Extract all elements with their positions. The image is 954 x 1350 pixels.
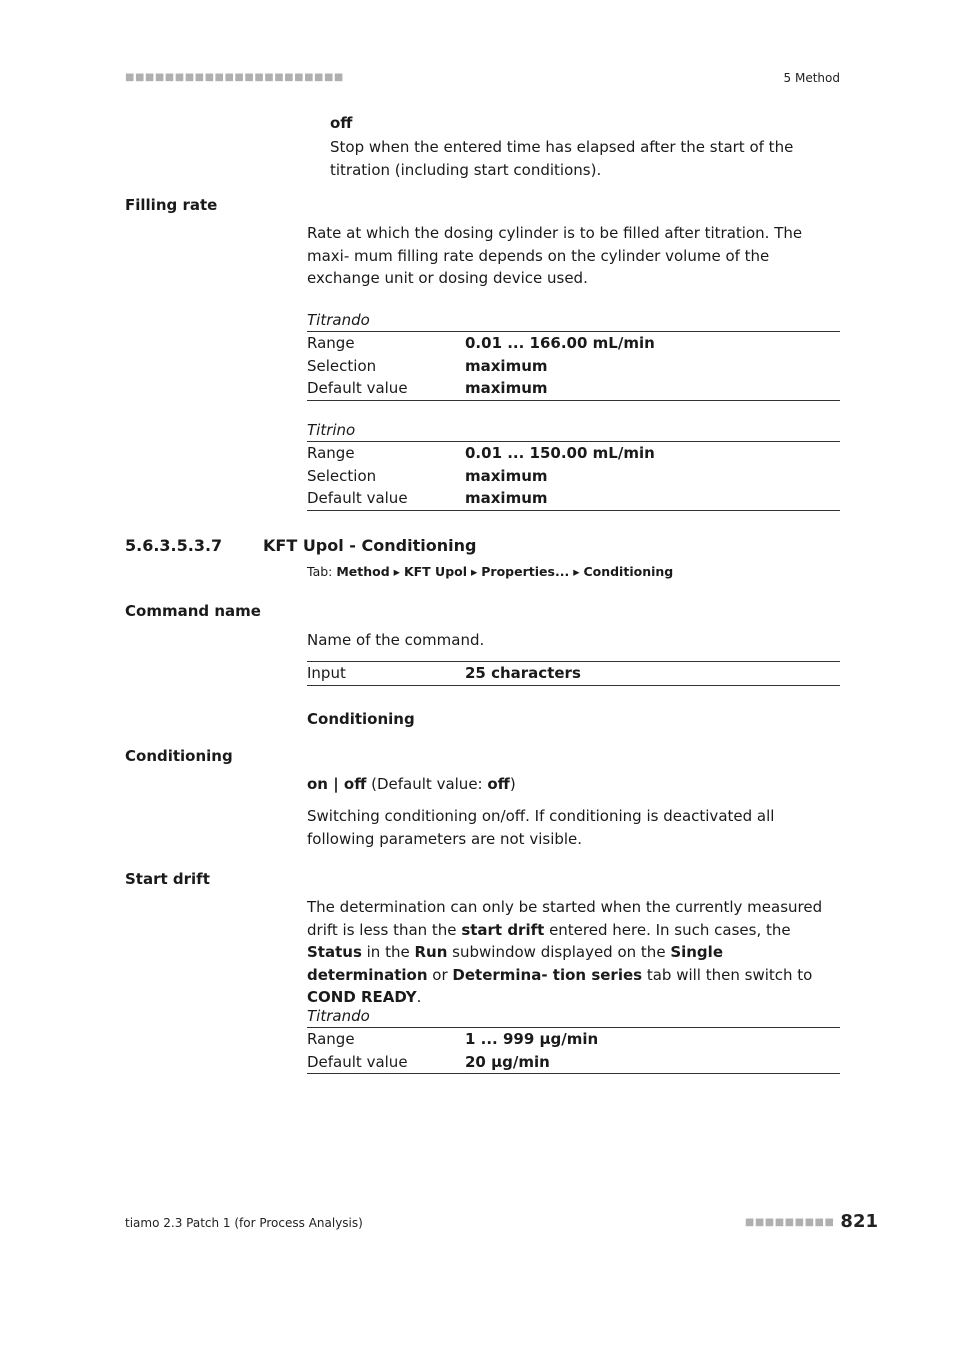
table-key: Input bbox=[307, 664, 346, 682]
table-row bbox=[307, 1028, 840, 1051]
conditioning-options bbox=[307, 773, 840, 796]
page-number bbox=[745, 1211, 878, 1232]
default-prefix: (Default value: bbox=[366, 775, 488, 793]
tab-prefix: Tab: bbox=[307, 564, 333, 579]
table-value: 0.01 ... 150.00 mL/min bbox=[465, 444, 655, 462]
table-value: maximum bbox=[465, 379, 548, 397]
filling-rate-titrando-table bbox=[307, 309, 840, 401]
table-key: Default value bbox=[307, 379, 408, 397]
table-row bbox=[307, 377, 840, 400]
breadcrumb-separator-icon: ▸ bbox=[573, 564, 580, 579]
breadcrumb-item: Method bbox=[336, 564, 390, 579]
table-value: 1 ... 999 µg/min bbox=[465, 1030, 599, 1048]
table-key: Selection bbox=[307, 356, 377, 375]
breadcrumb-item: KFT Upol bbox=[403, 564, 468, 579]
table-key: Default value bbox=[307, 489, 408, 507]
table-row bbox=[307, 442, 840, 465]
table-value: 20 µg/min bbox=[465, 1052, 550, 1071]
start-drift-titrando-table bbox=[307, 1005, 840, 1074]
breadcrumb-item: Properties... bbox=[481, 564, 570, 579]
breadcrumb-separator-icon: ▸ bbox=[393, 564, 400, 579]
chapter-title: 5 Method bbox=[783, 71, 840, 85]
table-row bbox=[307, 465, 840, 488]
header-decoration: ■■■■■■■■■■■■■■■■■■■■■■ bbox=[125, 72, 344, 83]
options-values: on | off bbox=[307, 775, 367, 793]
section-number: 5.6.3.5.3.7 bbox=[125, 536, 223, 555]
table-row bbox=[307, 332, 840, 355]
table-key: Range bbox=[307, 1030, 355, 1048]
table-key: Range bbox=[307, 334, 355, 352]
table-value: maximum bbox=[465, 466, 548, 485]
table-value: maximum bbox=[465, 489, 548, 507]
start-drift-heading: Start drift bbox=[125, 870, 210, 888]
table-row bbox=[307, 355, 840, 378]
default-suffix: ) bbox=[509, 775, 516, 793]
table-row bbox=[307, 662, 840, 685]
tab-breadcrumb bbox=[307, 564, 673, 579]
option-off-text: Stop when the entered time has elapsed after the start of the titration (including start conditions). bbox=[330, 138, 794, 179]
table-caption: Titrando bbox=[307, 1005, 840, 1028]
table-row bbox=[307, 1051, 840, 1074]
footer-decoration: ■■■■■■■■■ bbox=[744, 1217, 835, 1228]
table-caption: Titrino bbox=[307, 419, 840, 442]
footer-product: tiamo 2.3 Patch 1 (for Process Analysis) bbox=[125, 1216, 363, 1230]
start-drift-text: The determination can only be started when the currently measured drift is less than the start drift entered here. In such cases, the Status in the Run subwindow displayed on the Single determination or Determina- tion series tab will then switch to COND READY. bbox=[307, 898, 823, 1006]
table-value: 0.01 ... 166.00 mL/min bbox=[465, 334, 655, 352]
table-key: Selection bbox=[307, 466, 377, 485]
command-name-text: Name of the command. bbox=[307, 631, 485, 649]
filling-rate-heading: Filling rate bbox=[125, 196, 218, 214]
breadcrumb-item: Conditioning bbox=[583, 564, 674, 579]
filling-rate-titrino-table bbox=[307, 419, 840, 511]
command-name-table bbox=[307, 661, 840, 686]
table-row bbox=[307, 487, 840, 510]
page-number-value: 821 bbox=[840, 1211, 878, 1232]
option-off-label: off bbox=[330, 114, 353, 132]
conditioning-heading: Conditioning bbox=[125, 747, 233, 765]
table-caption: Titrando bbox=[307, 309, 840, 332]
section-title: KFT Upol - Conditioning bbox=[263, 536, 477, 555]
table-key: Range bbox=[307, 444, 355, 462]
filling-rate-text: Rate at which the dosing cylinder is to be filled after titration. The maxi- mum filling rate depends on the cylinder volume of the exchange unit or dosing device used. bbox=[307, 224, 803, 287]
breadcrumb-separator-icon: ▸ bbox=[471, 564, 478, 579]
default-value: off bbox=[487, 775, 510, 793]
table-key: Default value bbox=[307, 1052, 408, 1071]
conditioning-group-title: Conditioning bbox=[307, 710, 415, 728]
table-value: maximum bbox=[465, 356, 548, 375]
command-name-heading: Command name bbox=[125, 602, 261, 620]
table-value: 25 characters bbox=[465, 664, 581, 682]
conditioning-text: Switching conditioning on/off. If conditioning is deactivated all following parameters are not visible. bbox=[307, 807, 775, 848]
